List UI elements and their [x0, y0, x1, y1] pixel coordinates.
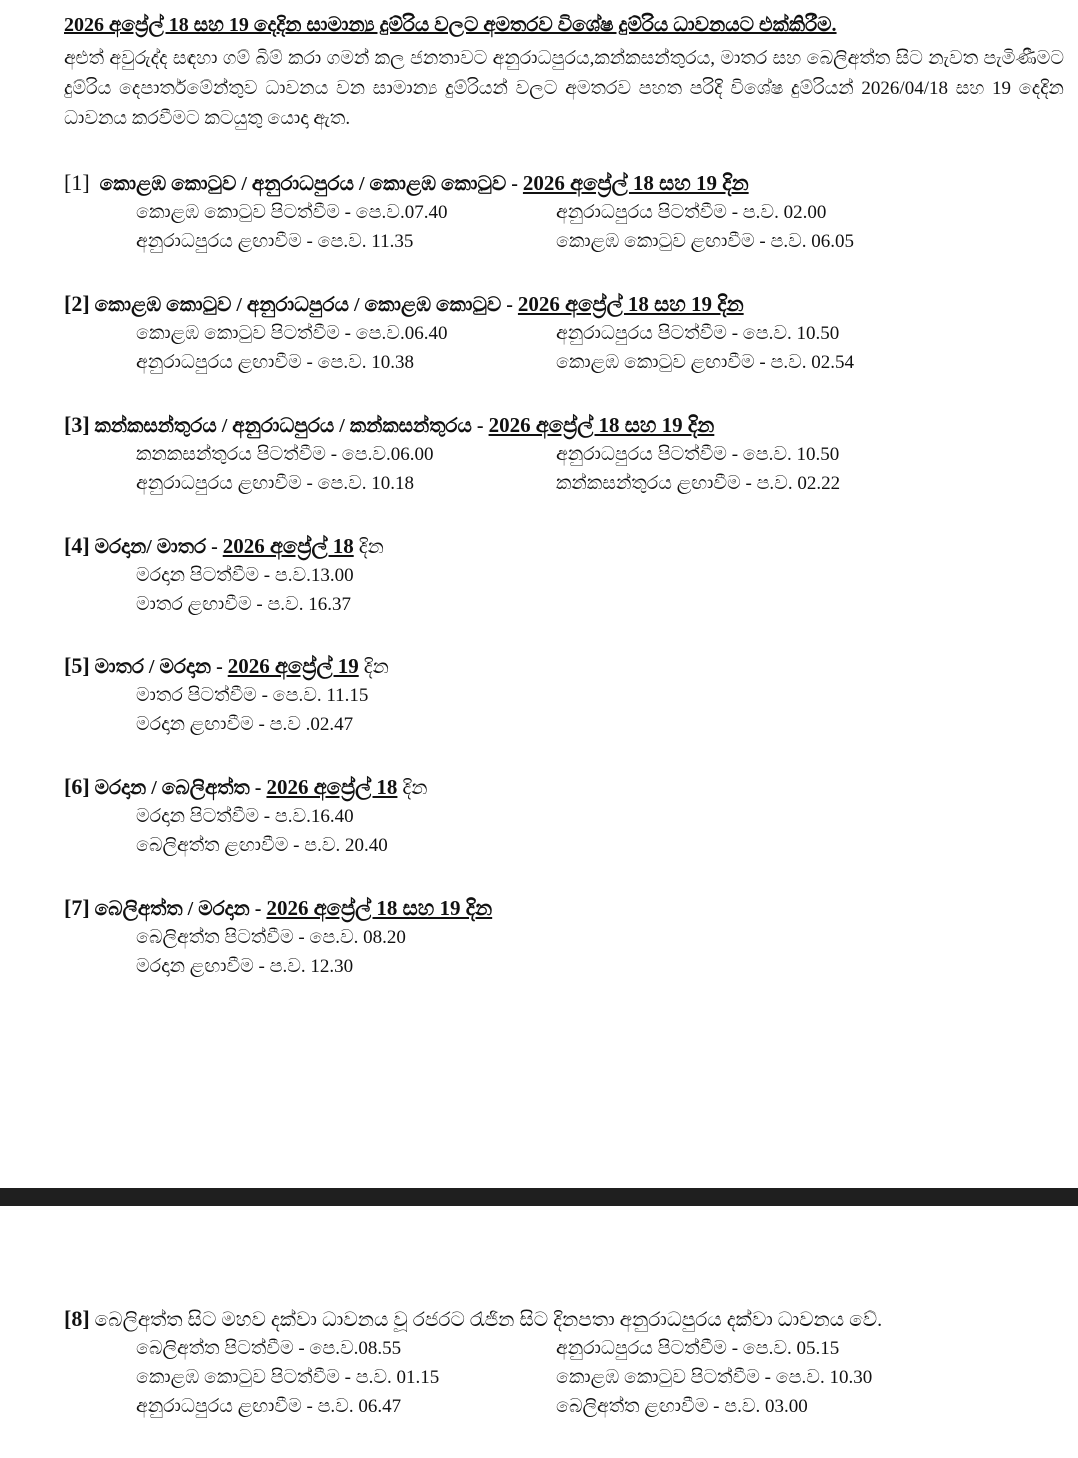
- schedule-row: [64, 198, 1064, 227]
- schedule-cell: බෙලිඅත්ත ළඟාවීම - ප.ව. 03.00: [556, 1396, 808, 1417]
- schedule-cell: අනුරාධපුරය ළඟාවීම - පෙ.ව. 10.38: [136, 352, 415, 373]
- schedule-row: [64, 348, 1064, 377]
- section-heading: [64, 531, 1064, 561]
- section-number: [2]: [64, 291, 90, 316]
- schedule-cell: බෙලිඅත්ත ළඟාවීම - ප.ව. 20.40: [136, 835, 388, 856]
- schedule-cell: අනුරාධපුරය පිටත්වීම - පෙ.ව. 10.50: [556, 444, 840, 465]
- section-heading: [64, 410, 1064, 440]
- schedule-row: [64, 802, 1064, 831]
- schedule-section-1: [64, 168, 1064, 256]
- schedule-row: [64, 590, 1064, 619]
- schedule-cell: මාතර ළඟාවීම - ප.ව. 16.37: [136, 594, 351, 615]
- section-date: 2026 අප්‍රේල් 18: [266, 775, 398, 799]
- schedule-cell: මරදාන පිටත්වීම - ප.ව.13.00: [136, 565, 354, 586]
- schedule-cell: අනුරාධපුරය ළඟාවීම - ප.ව. 06.47: [136, 1396, 402, 1417]
- section-heading: [64, 168, 1064, 198]
- section-suffix: දින: [397, 777, 428, 799]
- schedule-cell: කොළඹ කොටුව පිටත්වීම - පෙ.ව. 10.30: [556, 1367, 873, 1388]
- schedule-row: [64, 1334, 1064, 1363]
- section-heading: [64, 651, 1064, 681]
- section-route: කන්කසන්තුරය / අනුරාධපුරය / කන්කසන්තුරය -: [94, 415, 489, 437]
- section-date: 2026 අප්‍රේල් 18: [222, 534, 354, 558]
- section-heading: [64, 772, 1064, 802]
- schedule-section-6: [64, 772, 1064, 860]
- intro-paragraph: අළුත් අවුරුද්ද සඳහා ගම් බිම් කරා ගමන් කල ජනතාවට අනුරාධපුරය,කන්කසන්තුරය, මාතර සහ බෙලිඅත්ත සිට නැවත පැමිණීමට දුම්රිය දෙපාර්තමේන්තුව ධාවනය වන සාමාන්‍ය දුම්රියන් වලට අමතරව පහත පරිදි විශේෂ දුම්රියන් 2026/04/18 සහ 19 දෙදින ධාවනය කරවීමට කටයුතු යොදා ඇත.: [64, 48, 1064, 129]
- schedule-cell: මරදාන පිටත්වීම - ප.ව.16.40: [136, 806, 354, 827]
- schedule-row: [64, 319, 1064, 348]
- schedule-row: [64, 681, 1064, 710]
- schedule-cell: මරදාන ළඟාවීම - ප.ව .02.47: [136, 714, 354, 735]
- section-description: බෙලිඅත්ත සිට මහව දක්වා ධාවනය වූ රජරට රැජින සිට දිනපතා අනුරාධපුරය දක්වා ධාවනය වේ.: [94, 1309, 883, 1331]
- schedule-row: [64, 227, 1064, 256]
- schedule-cell: අනුරාධපුරය ළඟාවීම - පෙ.ව. 10.18: [136, 473, 415, 494]
- schedule-row: [64, 469, 1064, 498]
- schedule-section-2: [64, 289, 1064, 377]
- schedule-cell: මාතර පිටත්වීම - පෙ.ව. 11.15: [136, 685, 369, 706]
- schedule-section-8: [64, 1304, 1064, 1421]
- section-date: 2026 අප්‍රේල් 18 සහ 19 දින: [488, 413, 715, 437]
- section-heading: [64, 289, 1064, 319]
- schedule-cell: මරදාන ළඟාවීම - ප.ව. 12.30: [136, 956, 354, 977]
- schedule-cell: අනුරාධපුරය ළඟාවීම - පෙ.ව. 11.35: [136, 231, 414, 252]
- section-route: බෙලිඅත්ත / මරදාන -: [94, 898, 267, 920]
- schedule-cell: අනුරාධපුරය පිටත්වීම - පෙ.ව. 05.15: [556, 1338, 840, 1359]
- section-date: 2026 අප්‍රේල් 18 සහ 19 දින: [266, 896, 493, 920]
- section-heading: [64, 1304, 1064, 1334]
- schedule-row: [64, 561, 1064, 590]
- schedule-cell: කොළඹ කොටුව පිටත්වීම - ප.ව. 01.15: [136, 1367, 440, 1388]
- schedule-row: [64, 710, 1064, 739]
- section-route: කොළඹ කොටුව / අනුරාධපුරය / කොළඹ කොටුව -: [99, 173, 523, 195]
- section-route: කොළඹ කොටුව / අනුරාධපුරය / කොළඹ කොටුව -: [94, 294, 518, 316]
- schedule-section-5: [64, 651, 1064, 739]
- schedule-section-4: [64, 531, 1064, 619]
- schedule-row: [64, 1363, 1064, 1392]
- schedule-cell: කොළඹ කොටුව පිටත්වීම - පෙ.ව.06.40: [136, 323, 448, 344]
- section-date: 2026 අප්‍රේල් 18 සහ 19 දින: [522, 171, 749, 195]
- schedule-cell: කොළඹ කොටුව ළඟාවීම - ප.ව. 06.05: [556, 231, 855, 252]
- section-number: [6]: [64, 774, 90, 799]
- section-suffix: දින: [353, 536, 384, 558]
- schedule-row: [64, 1392, 1064, 1421]
- page-divider-bar: [0, 1188, 1078, 1206]
- schedule-cell: කන්කසන්තුරය ළඟාවීම - ප.ව. 02.22: [556, 473, 841, 494]
- schedule-cell: බෙලිඅත්ත පිටත්වීම - පෙ.ව. 08.20: [136, 927, 406, 948]
- schedule-cell: කොළඹ කොටුව ළඟාවීම - ප.ව. 02.54: [556, 352, 855, 373]
- schedule-cell: අනුරාධපුරය පිටත්වීම - ප.ව. 02.00: [556, 202, 827, 223]
- section-suffix: දින: [358, 656, 389, 678]
- schedule-cell: බෙලිඅත්ත පිටත්වීම - පෙ.ව.08.55: [136, 1338, 402, 1359]
- section-date: 2026 අප්‍රේල් 19: [227, 654, 359, 678]
- section-route: මාතර / මරදාන -: [94, 656, 228, 678]
- schedule-row: [64, 440, 1064, 469]
- schedule-cell: කනකසන්තුරය පිටත්වීම - පෙ.ව.06.00: [136, 444, 434, 465]
- schedule-section-3: [64, 410, 1064, 498]
- schedule-row: [64, 831, 1064, 860]
- section-route: මරදාන/ මාතර -: [94, 536, 223, 558]
- schedule-cell: කොළඹ කොටුව පිටත්වීම - පෙ.ව.07.40: [136, 202, 448, 223]
- section-number: [5]: [64, 653, 90, 678]
- section-number: [1]: [64, 170, 90, 195]
- page-title: 2026 අප්‍රේල් 18 සහ 19 දෙදින සාමාන්‍ය දුම්රිය වලට අමතරව විශේෂ දුම්රිය ධාවනයට එක්කිරීම.: [64, 14, 837, 36]
- schedule-section-7: [64, 893, 1064, 981]
- section-number: [7]: [64, 895, 90, 920]
- section-heading: [64, 893, 1064, 923]
- section-date: 2026 අප්‍රේල් 18 සහ 19 දින: [517, 292, 744, 316]
- schedule-row: [64, 923, 1064, 952]
- section-number: [8]: [64, 1306, 90, 1331]
- section-route: මරදාන / බෙලිඅත්ත -: [94, 777, 267, 799]
- section-number: [3]: [64, 412, 90, 437]
- section-number: [4]: [64, 533, 90, 558]
- schedule-cell: අනුරාධපුරය පිටත්වීම - පෙ.ව. 10.50: [556, 323, 840, 344]
- schedule-row: [64, 952, 1064, 981]
